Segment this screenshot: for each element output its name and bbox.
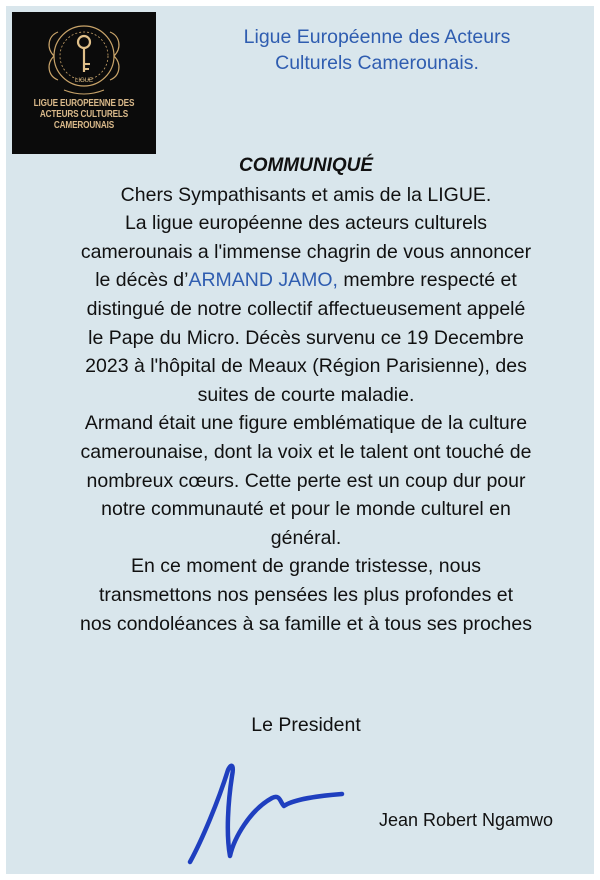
logo-line: CAMEROUNAIS [53,120,115,131]
signer-name: Jean Robert Ngamwo [378,810,554,830]
paragraph-line: camerounaise, dont la voix et le talent ont touché de [80,440,532,463]
paragraph-line: 2023 à l'hôpital de Meaux (Région Parisienne), des [85,355,527,378]
organization-title [182,24,572,76]
signatory-role: Le President [251,714,361,736]
text-segment: le décès d’ [95,269,189,292]
text-segment: membre respecté et [337,269,517,292]
greeting-line: Chers Sympathisants et amis de la LIGUE. [120,183,492,206]
paragraph-line: notre communauté et pour le monde culturel en [101,498,511,521]
handwritten-signature [176,758,346,868]
communique-body [20,152,592,638]
organization-title-line: Ligue Européenne des Acteurs [243,26,511,48]
logo-caption [25,98,143,131]
paragraph-line: distingué de notre collectif affectueusement appelé [86,297,526,320]
paragraph-line: nombreux cœurs. Cette perte est un coup dur pour [86,469,526,492]
league-logo [12,12,156,154]
key-emblem-icon [40,18,128,100]
paragraph-line: Armand était une figure emblématique de la culture [84,412,528,435]
paragraph-line: suites de courte maladie. [197,383,415,406]
paragraph-line: camerounais a l'immense chagrin de vous annoncer [80,240,532,263]
communique-heading: COMMUNIQUÉ [238,155,374,176]
paragraph-line [20,266,592,295]
paragraph-line: transmettons nos pensées les plus profondes et [98,583,514,606]
paragraph-line: général. [270,526,342,549]
paragraph-line: nos condoléances à sa famille et à tous ses proches [79,612,532,635]
deceased-name: ARMAND JAMO, [188,269,338,292]
paragraph-line: La ligue européenne des acteurs culturels [124,212,488,235]
paragraph-line: En ce moment de grande tristesse, nous [130,555,482,578]
logo-line: ACTEURS CULTURELS [39,109,129,120]
logo-badge-text: LIGUE [74,78,94,84]
logo-line: LIGUE EUROPEENNE DES [33,98,135,109]
organization-title-line: Culturels Camerounais. [275,52,479,74]
paragraph-line: le Pape du Micro. Décès survenu ce 19 Decembre [88,326,524,349]
